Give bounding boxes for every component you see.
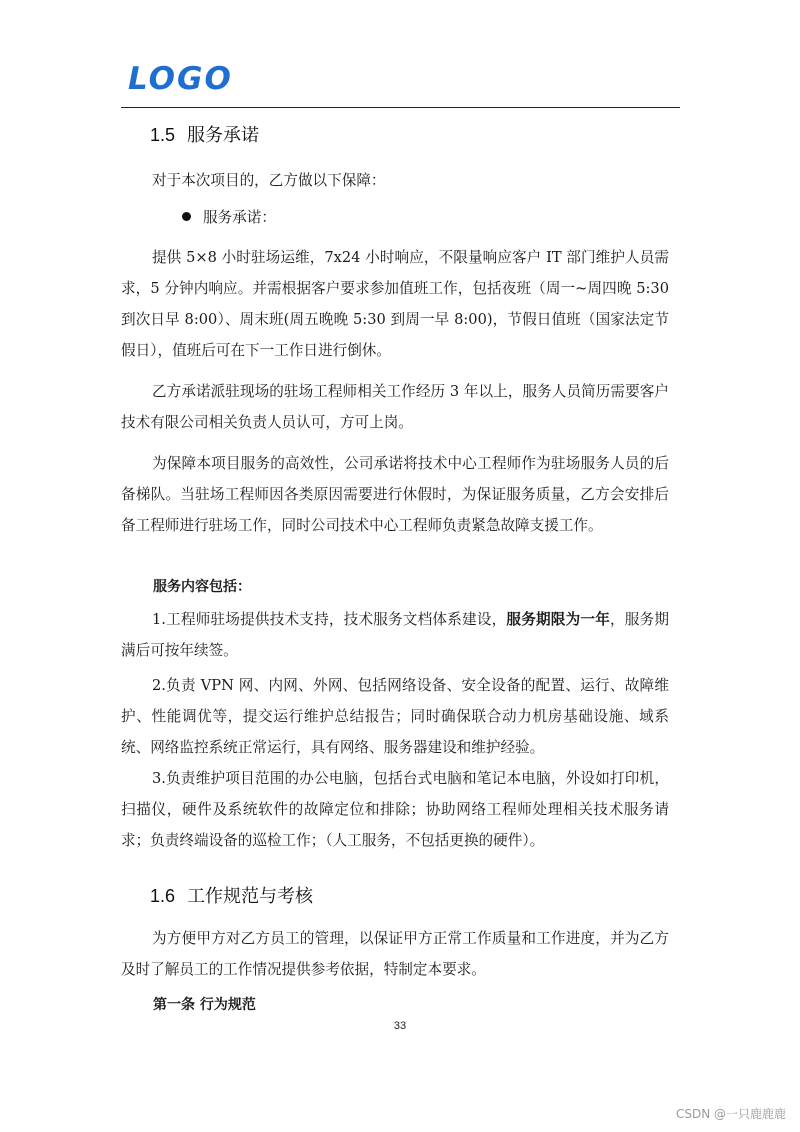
bullet-icon <box>182 212 191 221</box>
norms-paragraph: 为方便甲方对乙方员工的管理，以保证甲方正常工作质量和工作进度，并为乙方及时了解员工的工作情况提供参考依据，特制定本要求。 <box>121 930 669 978</box>
header-divider <box>121 107 680 108</box>
section-number: 1.5 <box>150 125 176 145</box>
item1-text-start: 1.工程师驻场提供技术支持，技术服务文档体系建设， <box>152 611 507 628</box>
section-title: 工作规范与考核 <box>187 886 313 906</box>
service-item-3: 3.负责维护项目范围的办公电脑，包括台式电脑和笔记本电脑，外设如打印机，扫描仪，硬件及系统软件的故障定位和排除；协助网络工程师处理相关技术服务请求；负责终端设备的巡检工作；（人工服务，不包括更换的硬件）。 <box>121 770 669 849</box>
service-content-heading: 服务内容包括： <box>153 579 251 595</box>
commitment-paragraph-2: 乙方承诺派驻现场的驻场工程师相关工作经历 3 年以上，服务人员简历需要客户技术有限公司相关负责人员认可，方可上岗。 <box>121 383 669 431</box>
section-heading-1-5 <box>150 121 259 147</box>
bullet-item <box>182 202 276 233</box>
page-number: 33 <box>393 1020 407 1032</box>
section-number: 1.6 <box>150 886 176 906</box>
service-item-1 <box>121 604 669 666</box>
section-heading-1-6 <box>150 882 313 908</box>
service-period-emphasis: 服务期限为一年 <box>506 611 610 628</box>
article-1-heading: 第一条 行为规范 <box>153 997 256 1013</box>
service-item-2: 2.负责 VPN 网、内网、外网、包括网络设备、安全设备的配置、运行、故障维护、性能调优等，提交运行维护总结报告；同时确保联合动力机房基础设施、域系统、网络监控系统正常运行，具有网络、服务器建设和维护经验。 <box>121 677 669 756</box>
bullet-label: 服务承诺： <box>203 209 276 226</box>
commitment-paragraph-1: 提供 5×8 小时驻场运维，7x24 小时响应，不限量响应客户 IT 部门维护人员需求，5 分钟内响应。并需根据客户要求参加值班工作，包括夜班（周一~周四晚 5:30 到次日早 8:00）、周末班(周五晚晚 5:30 到周一早 8:00)，节假日值班（国家法定节假日），值班后可在下一工作日进行倒休。 <box>121 249 669 359</box>
item1-text-end: ，服务期满后可按年续签。 <box>121 611 669 659</box>
logo: LOGO <box>128 61 233 97</box>
intro-paragraph: 对于本次项目的，乙方做以下保障： <box>152 172 386 189</box>
section-title: 服务承诺 <box>187 125 259 145</box>
commitment-paragraph-3: 为保障本项目服务的高效性，公司承诺将技术中心工程师作为驻场服务人员的后备梯队。当驻场工程师因各类原因需要进行休假时，为保证服务质量，乙方会安排后备工程师进行驻场工作，同时公司技术中心工程师负责紧急故障支援工作。 <box>121 455 669 534</box>
csdn-watermark: CSDN @一只鹿鹿鹿 <box>675 1107 786 1121</box>
